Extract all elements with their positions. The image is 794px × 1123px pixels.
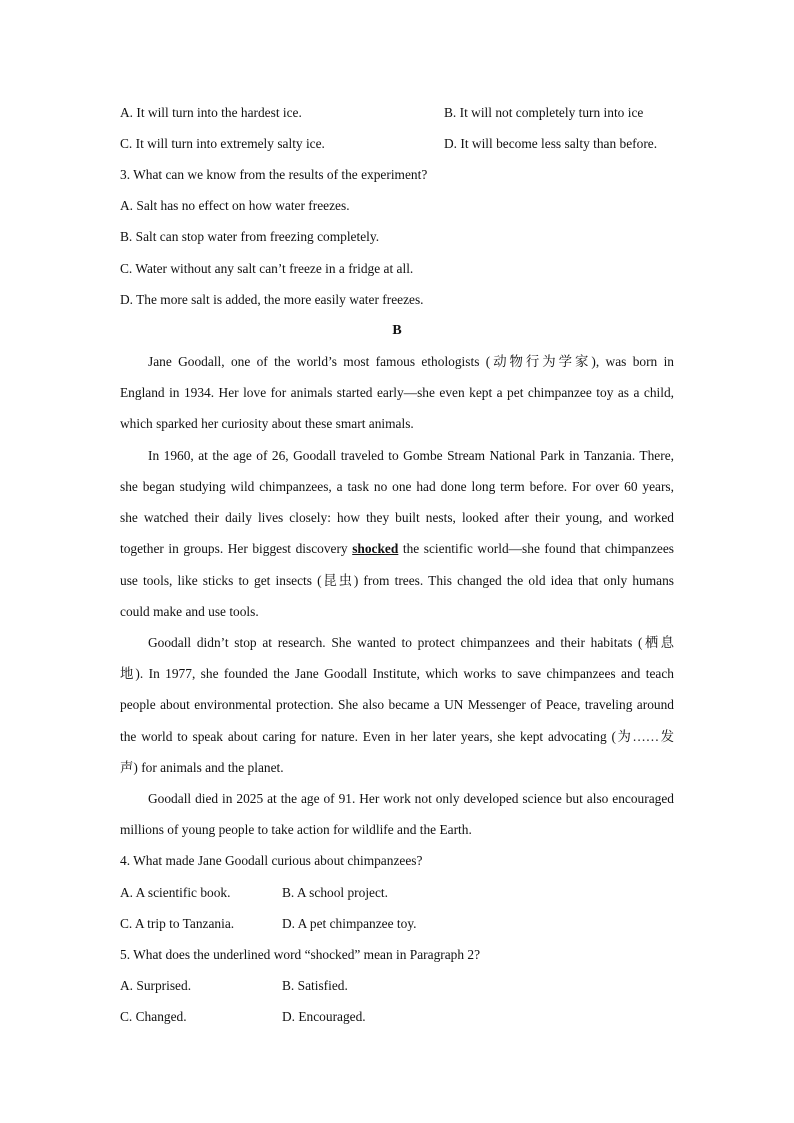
passage-p1-line2: England in 1934. Her love for animals started early—she even kept a pet chimpanzee toy as a child, (120, 385, 674, 400)
passage-p4-line2: millions of young people to take action for wildlife and the Earth. (120, 822, 472, 837)
q4-option-a: A. A scientific book. (120, 885, 231, 900)
q3-option-a: A. Salt has no effect on how water freezes. (120, 198, 350, 213)
q4-option-b: B. A school project. (282, 885, 388, 900)
passage-p2-line6: could make and use tools. (120, 604, 259, 619)
section-heading: B (392, 323, 402, 338)
passage-p1-line3: which sparked her curiosity about these smart animals. (120, 416, 414, 431)
passage-p3-line4: the world to speak about caring for nature. Even in her later years, she kept advocating (为……发 (120, 729, 674, 744)
passage-p3-line3: people about environmental protection. She also became a UN Messenger of Peace, traveling around (120, 697, 674, 712)
q3-question: 3. What can we know from the results of the experiment? (120, 167, 428, 182)
passage-p2-line2: she began studying wild chimpanzees, a task no one had done long term before. For over 60 years, (120, 479, 674, 494)
q4-question: 4. What made Jane Goodall curious about chimpanzees? (120, 853, 423, 868)
q4-option-c: C. A trip to Tanzania. (120, 916, 235, 931)
q3-option-b: B. Salt can stop water from freezing completely. (120, 229, 380, 244)
q3-option-c: C. Water without any salt can’t freeze in a fridge at all. (120, 261, 414, 276)
passage-p2-line5: use tools, like sticks to get insects (昆虫) from trees. This changed the old idea that only humans (120, 573, 674, 588)
q3-option-d: D. The more salt is added, the more easily water freezes. (120, 292, 424, 307)
q4-option-d: D. A pet chimpanzee toy. (282, 916, 417, 931)
q2-option-c: C. It will turn into extremely salty ice. (120, 136, 325, 151)
q5-option-d: D. Encouraged. (282, 1009, 366, 1024)
q5-question: 5. What does the underlined word “shocked” mean in Paragraph 2? (120, 947, 481, 962)
q5-option-b: B. Satisfied. (282, 978, 348, 993)
passage-p3-line1: Goodall didn’t stop at research. She wanted to protect chimpanzees and their habitats (栖息 (148, 635, 674, 650)
passage-p4-line1: Goodall died in 2025 at the age of 91. Her work not only developed science but also encouraged (148, 791, 674, 806)
q5-option-a: A. Surprised. (120, 978, 192, 993)
passage-text: together in groups. Her biggest discovery (120, 541, 353, 556)
passage-p1-line1: Jane Goodall, one of the world’s most famous ethologists (动物行为学家), was born in (148, 354, 674, 369)
q2-option-b: B. It will not completely turn into ice (444, 105, 644, 120)
passage-p3-line2: 地). In 1977, she founded the Jane Goodall Institute, which works to save chimpanzees and teach (120, 666, 674, 681)
passage-p2-line1: In 1960, at the age of 26, Goodall traveled to Gombe Stream National Park in Tanzania. There, (148, 448, 674, 463)
q2-option-d: D. It will become less salty than before. (444, 136, 658, 151)
passage-text: the scientific world—she found that chimpanzees (398, 541, 674, 556)
passage-p2-line4 (120, 540, 674, 558)
passage-p3-line5: 声) for animals and the planet. (120, 760, 284, 775)
q5-option-c: C. Changed. (120, 1009, 187, 1024)
underlined-word-shocked: shocked (352, 541, 399, 556)
passage-p2-line3: she watched their daily lives closely: how they built nests, looked after their young, and worked (120, 510, 674, 525)
q2-option-a: A. It will turn into the hardest ice. (120, 105, 302, 120)
